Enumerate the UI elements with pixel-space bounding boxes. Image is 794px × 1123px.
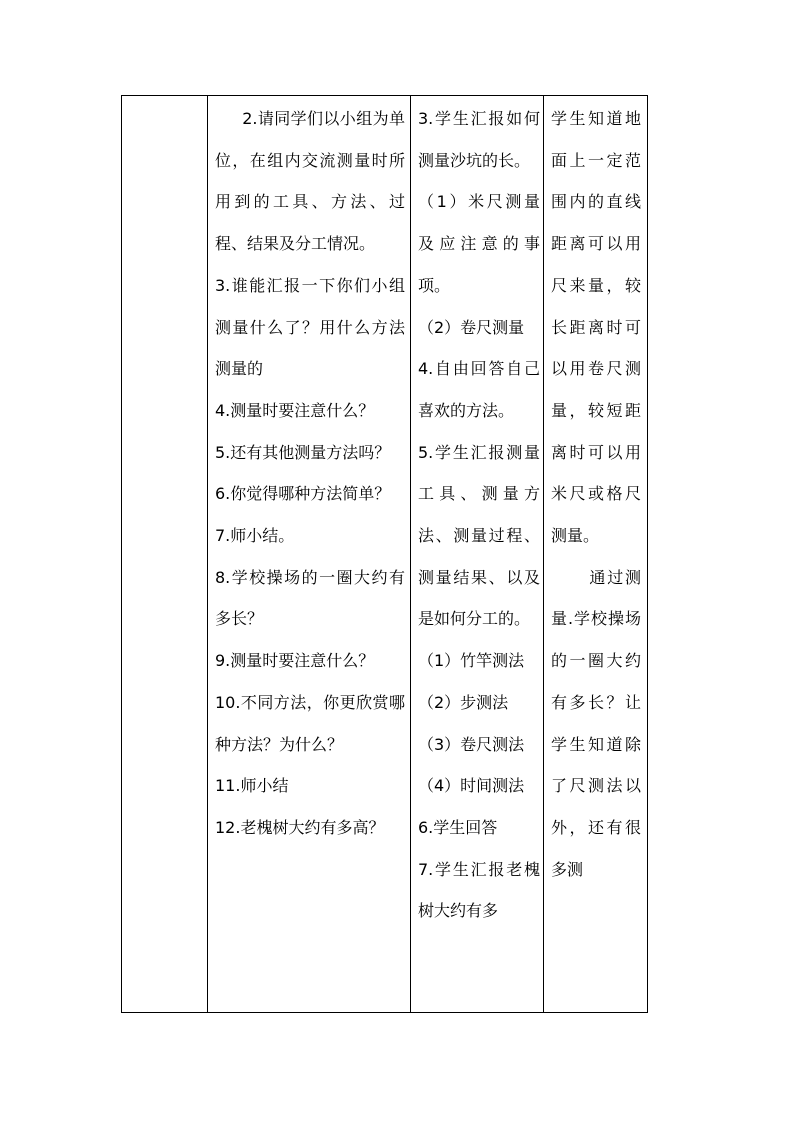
teacher-item: 10.不同方法，你更欣赏哪种方法？为什么？	[215, 692, 405, 754]
design-intent-text	[544, 96, 647, 890]
design-intent-cell	[544, 96, 648, 1013]
teacher-item: 3.谁能汇报一下你们小组测量什么了？用什么方法测量的	[215, 275, 405, 379]
table-row	[122, 96, 648, 1013]
student-item: 5.学生汇报测量工具、测量方法、测量过程、测量结果、以及是如何分工的。	[418, 442, 540, 629]
teacher-item: 7.师小结。	[215, 526, 295, 546]
teacher-item: 12.老槐树大约有多高？	[215, 817, 385, 837]
student-item: （2）卷尺测量	[418, 317, 525, 337]
teacher-activity-text	[208, 96, 410, 849]
column-1-cell	[122, 96, 208, 1013]
teacher-item: 5.还有其他测量方法吗？	[215, 442, 391, 462]
teacher-item: 11.师小结	[215, 776, 289, 796]
student-item: （1）米尺测量及应注意的事项。	[418, 192, 540, 295]
teacher-item: 2.请同学们以小组为单位，在组内交流测量时所用到的工具、方法、过程、结果及分工情况。	[215, 109, 405, 254]
teacher-item: 8.学校操场的一圈大约有多长？	[215, 567, 405, 629]
student-item: 3.学生汇报如何测量沙坑的长。	[418, 109, 540, 170]
student-item: 7.学生汇报老槐树大约有多	[418, 859, 540, 921]
teacher-item: 4.测量时要注意什么？	[215, 400, 375, 420]
teacher-item: 6.你觉得哪种方法简单？	[215, 484, 391, 504]
student-item: 6.学生回答	[418, 817, 498, 837]
student-activity-text	[411, 96, 543, 932]
teacher-activity-cell	[208, 96, 411, 1013]
lesson-plan-table	[121, 95, 648, 1013]
teacher-item: 9.测量时要注意什么？	[215, 651, 375, 671]
student-item: （1）竹竿测法	[418, 651, 525, 671]
student-item: （2）步测法	[418, 692, 509, 712]
intent-paragraph: 学生知道地面上一定范围内的直线距离可以用尺来量，较长距离时可以用卷尺测量，较短距离时可以用米尺或格尺测量。	[551, 109, 641, 546]
intent-paragraph: 通过测量.学校操场的一圈大约有多长？让学生知道除了尺测法以外，还有很多测	[551, 567, 641, 879]
student-activity-cell	[411, 96, 544, 1013]
student-item: 4.自由回答自己喜欢的方法。	[418, 359, 540, 420]
student-item: （4）时间测法	[418, 776, 525, 796]
student-item: （3）卷尺测法	[418, 734, 525, 754]
